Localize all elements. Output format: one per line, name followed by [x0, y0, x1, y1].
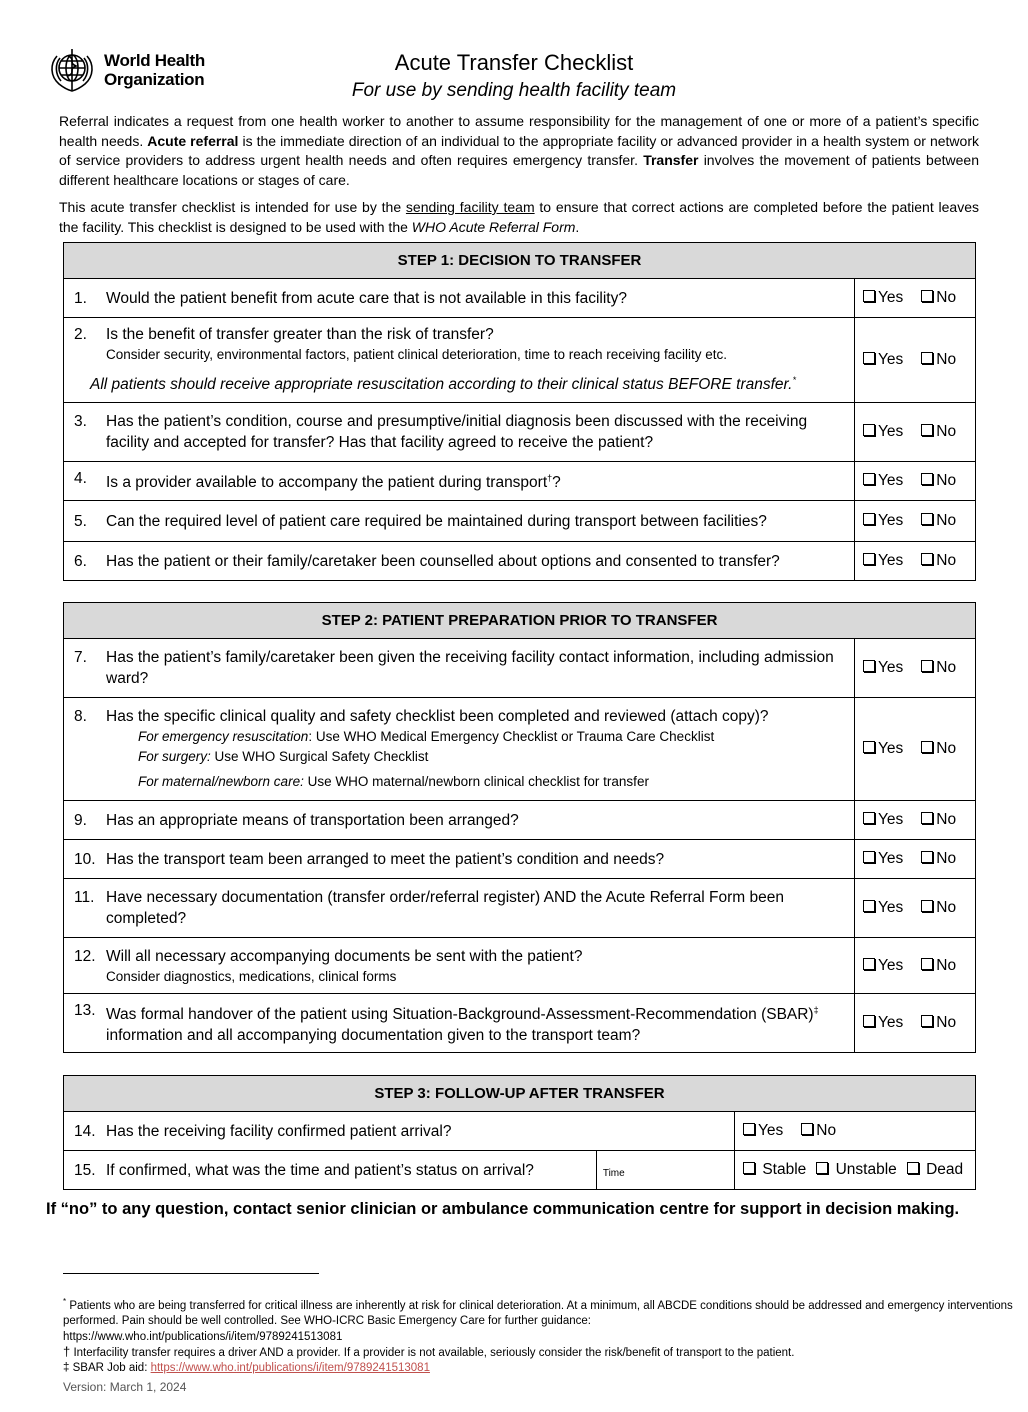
question-row-7: 7. Has the patient’s family/caretaker been given the receiving facility contact information, including admission ward? Yes No	[64, 639, 976, 698]
stable-checkbox[interactable]: Stable	[743, 1161, 806, 1179]
intro-paragraph-1: Referral indicates a request from one health worker to another to assume responsibility for the management of one or more of a patient’s specific health needs. Acute referral is the immediate direction of an individual to the appropriate facility or advanced provider in a health system or network of service providers to address urgent health needs and often requires emergency transfer. Transfer involves the movement of patients between different healthcare locations or stages of care.	[59, 113, 979, 188]
time-label: Time	[602, 1167, 625, 1179]
question-note: Consider diagnostics, medications, clinical forms	[106, 968, 397, 984]
question-row-1: 1. Would the patient benefit from acute care that is not available in this facility? Yes No	[64, 279, 976, 318]
resuscitation-note: All patients should receive appropriate resuscitation according to their clinical status BEFORE transfer.*	[90, 375, 796, 394]
question-row-9: 9. Has an appropriate means of transportation been arranged? Yes No	[64, 801, 976, 840]
yes-checkbox[interactable]: Yes	[863, 899, 903, 917]
question-row-13: 13. Was formal handover of the patient using Situation-Background-Assessment-Recommendation (SBAR)‡ information and all accompanying documentation given to the transport team? Yes No	[64, 994, 976, 1053]
step3-heading: STEP 3: FOLLOW-UP AFTER TRANSFER	[64, 1076, 976, 1112]
question-row-11: 11. Have necessary documentation (transfer order/referral register) AND the Acute Referral Form been completed? Yes No	[64, 879, 976, 938]
question-row-10: 10. Has the transport team been arranged to meet the patient’s condition and needs? Yes No	[64, 840, 976, 879]
question-text: If confirmed, what was the time and patient’s status on arrival?	[106, 1161, 534, 1179]
yes-checkbox[interactable]: Yes	[863, 423, 903, 441]
no-checkbox[interactable]: No	[921, 512, 956, 530]
yes-checkbox[interactable]: Yes	[863, 850, 903, 868]
yes-checkbox[interactable]: Yes	[863, 472, 903, 490]
yes-checkbox[interactable]: Yes	[863, 512, 903, 530]
question-text: Has the patient or their family/caretaker been counselled about options and consented to transfer?	[106, 552, 780, 570]
question-row-6: 6. Has the patient or their family/caretaker been counselled about options and consented to transfer? Yes No	[64, 542, 976, 581]
no-checkbox[interactable]: No	[921, 740, 956, 758]
yes-checkbox[interactable]: Yes	[863, 289, 903, 307]
time-field[interactable]	[596, 1151, 734, 1190]
no-checkbox[interactable]: No	[921, 552, 956, 570]
unstable-checkbox[interactable]: Unstable	[816, 1161, 897, 1179]
no-checkbox[interactable]: No	[921, 957, 956, 975]
footnote-1: * Patients who are being transferred for critical illness are inherently at risk for clinical deterioration. At a minimum, all ABCDE conditions should be addressed and emergency interventions performed. Pain should be well controlled. See WHO-ICRC Basic Emergency Care for further guidance: https://www.who.int/publications/i/item/9789241513081	[63, 1297, 1013, 1343]
sbar-job-aid-link[interactable]: https://www.who.int/publications/i/item/9789241513081	[150, 1362, 430, 1374]
org-name-line2: Organization	[104, 70, 205, 89]
footnote-divider	[63, 1273, 319, 1274]
question-text: Has the specific clinical quality and safety checklist been completed and reviewed (attach copy)?	[106, 708, 769, 725]
no-checkbox[interactable]: No	[921, 811, 956, 829]
org-name-line1: World Health	[104, 51, 205, 70]
question-row-5: 5. Can the required level of patient care required be maintained during transport between facilities? Yes No	[64, 501, 976, 542]
step1-heading: STEP 1: DECISION TO TRANSFER	[64, 243, 976, 279]
footnote-1-url: https://www.who.int/publications/i/item/9789241513081	[63, 1330, 343, 1343]
question-row-2: 2. Is the benefit of transfer greater than the risk of transfer? Consider security, environmental factors, patient clinical deterioration, time to reach receiving facility etc. All patients should receive appropriate resuscitation according to their clinical status BEFORE transfer.* Yes No	[64, 318, 976, 403]
footnote-3: ‡ SBAR Job aid: https://www.who.int/publications/i/item/9789241513081	[63, 1362, 430, 1374]
question-text: Would the patient benefit from acute care that is not available in this facility?	[106, 289, 627, 307]
yes-checkbox[interactable]: Yes	[863, 659, 903, 677]
yes-checkbox[interactable]: Yes	[863, 351, 903, 369]
no-checkbox[interactable]: No	[801, 1122, 836, 1140]
question-row-3: 3. Has the patient’s condition, course and presumptive/initial diagnosis been discussed with the receiving facility and accepted for transfer? Has that facility agreed to receive the patient? Yes No	[64, 403, 976, 462]
question-text: Has the patient’s family/caretaker been given the receiving facility contact information, including admission ward?	[106, 649, 834, 687]
no-checkbox[interactable]: No	[921, 1014, 956, 1032]
step2-heading: STEP 2: PATIENT PREPARATION PRIOR TO TRANSFER	[64, 603, 976, 639]
intro-paragraph-2: This acute transfer checklist is intended for use by the sending facility team to ensure that correct actions are completed before the patient leaves the facility. This checklist is designed to be used with the WHO Acute Referral Form.	[59, 199, 979, 235]
question-text: Has the receiving facility confirmed patient arrival?	[106, 1122, 452, 1140]
question-text: Can the required level of patient care required be maintained during transport between facilities?	[106, 512, 767, 530]
version-label: Version: March 1, 2024	[63, 1380, 187, 1394]
yes-checkbox[interactable]: Yes	[863, 957, 903, 975]
question-text: Is a provider available to accompany the patient during transport†?	[106, 473, 561, 492]
question-text: Is the benefit of transfer greater than the risk of transfer?	[106, 326, 494, 344]
page-title: Acute Transfer Checklist	[394, 50, 634, 75]
question-note: Consider security, environmental factors, patient clinical deterioration, time to reach receiving facility etc.	[106, 347, 728, 363]
question-row-8: 8. Has the specific clinical quality and safety checklist been completed and reviewed (attach copy)? For emergency resuscitation: Use WHO Medical Emergency Checklist or Trauma Care Checklist For surgery: Use WHO Surgical Safety Checklist For maternal/newborn care: Use WHO maternal/newborn clinical checklist for transfer Yes No	[64, 698, 976, 801]
checklist-sub-surgery: For surgery: Use WHO Surgical Safety Checklist	[138, 749, 429, 764]
step2-table	[63, 602, 976, 1053]
checklist-sub-maternal: For maternal/newborn care: Use WHO maternal/newborn clinical checklist for transfer	[138, 774, 649, 789]
no-checkbox[interactable]: No	[921, 659, 956, 677]
checklist-sub-emergency: For emergency resuscitation: Use WHO Medical Emergency Checklist or Trauma Care Checklist	[138, 729, 715, 744]
step3-table	[63, 1075, 976, 1190]
no-answer-warning: If “no” to any question, contact senior clinician or ambulance communication centre for support in decision making.	[46, 1200, 960, 1218]
no-checkbox[interactable]: No	[921, 899, 956, 917]
question-row-12: 12. Will all necessary accompanying documents be sent with the patient? Consider diagnostics, medications, clinical forms Yes No	[64, 938, 976, 994]
question-row-4: 4. Is a provider available to accompany the patient during transport†? Yes No	[64, 462, 976, 501]
no-checkbox[interactable]: No	[921, 472, 956, 490]
yes-checkbox[interactable]: Yes	[863, 811, 903, 829]
question-row-14: 14. Has the receiving facility confirmed patient arrival? Yes No	[64, 1112, 976, 1151]
question-text: Has an appropriate means of transportation been arranged?	[106, 811, 519, 829]
no-checkbox[interactable]: No	[921, 850, 956, 868]
no-checkbox[interactable]: No	[921, 423, 956, 441]
footnote-2: † Interfacility transfer requires a driver AND a provider. If a provider is not available, seriously consider the risk/benefit of transport to the patient.	[63, 1344, 795, 1359]
question-text: Was formal handover of the patient using Situation-Background-Assessment-Recommendation (SBAR)‡ information and all accompanying documentation given to the transport team?	[106, 1005, 819, 1045]
question-text: Have necessary documentation (transfer order/referral register) AND the Acute Referral Form been completed?	[106, 889, 784, 927]
question-text: Has the transport team been arranged to meet the patient’s condition and needs?	[106, 850, 665, 868]
question-text: Will all necessary accompanying documents be sent with the patient?	[106, 947, 583, 965]
yes-checkbox[interactable]: Yes	[863, 552, 903, 570]
yes-checkbox[interactable]: Yes	[743, 1122, 783, 1140]
question-text: Has the patient’s condition, course and presumptive/initial diagnosis been discussed with the receiving facility and accepted for transfer? Has that facility agreed to receive the patient?	[106, 413, 808, 451]
dead-checkbox[interactable]: Dead	[907, 1161, 963, 1179]
page-subtitle: For use by sending health facility team	[351, 80, 677, 101]
question-row-15: 15. If confirmed, what was the time and patient’s status on arrival? Time Stable Unstable Dead	[64, 1151, 976, 1190]
no-checkbox[interactable]: No	[921, 289, 956, 307]
step1-table	[63, 242, 976, 581]
no-checkbox[interactable]: No	[921, 351, 956, 369]
yes-checkbox[interactable]: Yes	[863, 1014, 903, 1032]
yes-checkbox[interactable]: Yes	[863, 740, 903, 758]
